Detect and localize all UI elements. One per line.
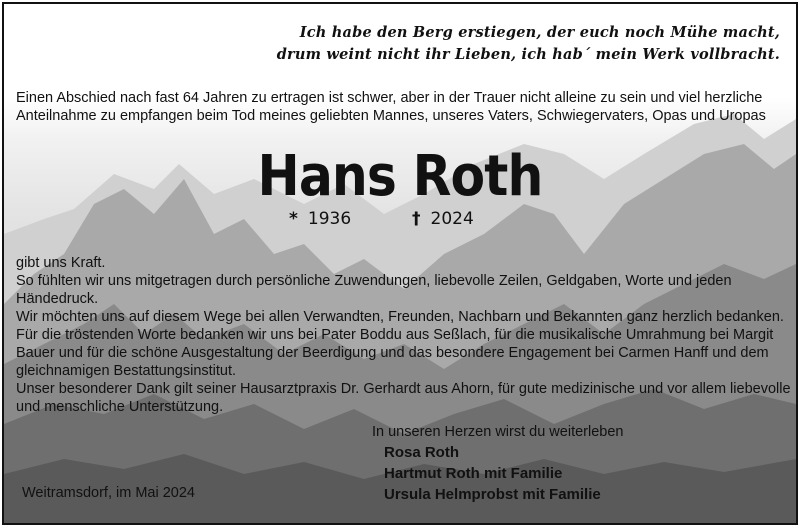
birth-date [289,209,351,229]
closing-block [372,422,623,505]
thanks-paragraph: gibt uns Kraft. [16,255,106,271]
signatory: Hartmut Roth mit Familie [384,465,563,482]
death-year: 2024 [430,209,474,229]
quote-line-2: drum weint nicht ihr Lieben, ich hab´ mein Werk vollbracht. [276,46,780,63]
deceased-name: Hans Roth [257,144,543,209]
closing-lead: In unseren Herzen wirst du weiterleben [372,424,624,440]
quote-line-1: Ich habe den Berg erstiegen, der euch noch Mühe macht, [299,24,780,41]
thanks-paragraph: Unser besonderer Dank gilt seiner Hausarztpraxis Dr. Gerhardt aus Ahorn, für gute medizinische und vor allem liebevolle und menschliche Unterstützung. [16,381,791,415]
death-cross-icon: † [412,209,421,229]
birth-year: 1936 [307,209,352,229]
thanks-text [16,254,791,416]
intro-text: Einen Abschied nach fast 64 Jahren zu ertragen ist schwer, aber in der Trauer nicht alleine zu sein und viel herzliche Anteilnahme zu empfangen beim Tod meines geliebten Mannes, unseres Vaters, Schwiegervaters, Opas und Uropas [16,90,766,124]
signatory: Rosa Roth [384,444,459,461]
death-date [412,209,474,229]
birth-star-icon: * [289,209,298,229]
quote [277,22,780,66]
thanks-paragraph: Für die tröstenden Worte bedanken wir uns bei Pater Boddu aus Seßlach, für die musikalische Umrahmung bei Margit Bauer und für die schöne Ausgestaltung der Beerdigung und das besondere Engagement bei Carmen Hanff und dem gleichnamigen Bestattungsinstitut. [16,327,774,379]
thanks-paragraph: So fühlten wir uns mitgetragen durch persönliche Zuwendungen, liebevolle Zeilen, Geldgaben, Worte und jeden Händedruck. [16,273,732,307]
signatory: Ursula Helmprobst mit Familie [384,486,601,503]
obituary-card [2,2,798,525]
thanks-paragraph: Wir möchten uns auf diesem Wege bei allen Verwandten, Freunden, Nachbarn und Bekannten ganz herzlich bedanken. [16,309,784,325]
place-date: Weitramsdorf, im Mai 2024 [22,485,195,501]
